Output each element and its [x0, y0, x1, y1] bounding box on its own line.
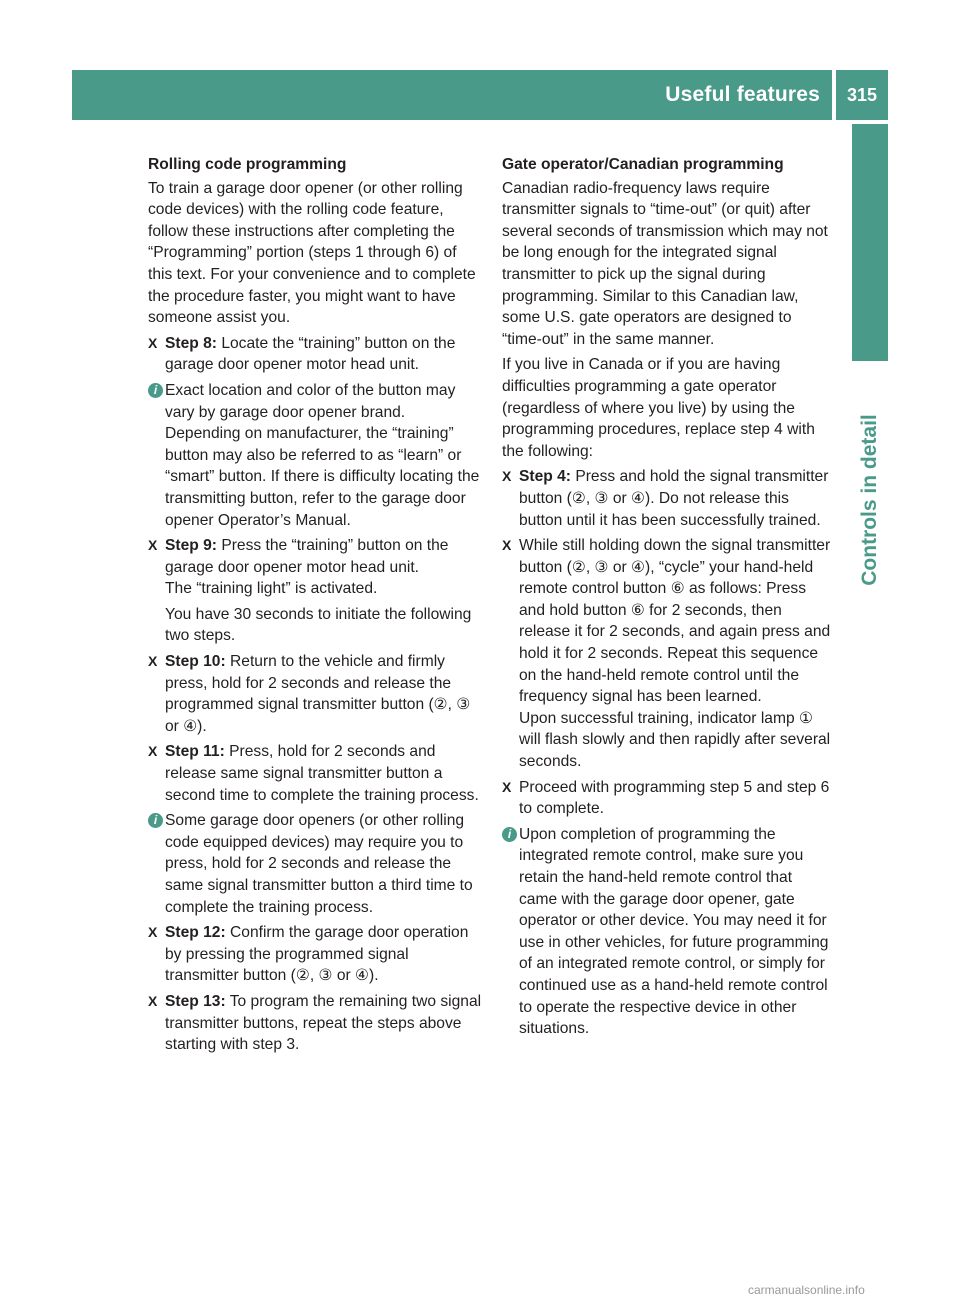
step-lead: Step 11: — [165, 743, 225, 761]
watermark-footer: carmanualsonline.info — [748, 1283, 865, 1297]
step-lead: Step 4: — [519, 468, 571, 486]
header-bar — [72, 70, 832, 120]
step-9 — [148, 535, 482, 647]
step-marker-icon: X — [148, 992, 158, 1009]
info-icon — [502, 827, 517, 842]
step-marker-icon: X — [502, 468, 512, 485]
step-marker-icon: X — [148, 924, 158, 941]
step-marker-icon: X — [148, 653, 158, 670]
chapter-label: Controls in detail — [858, 414, 881, 586]
right-column — [502, 154, 834, 1044]
step-marker-icon: X — [148, 334, 158, 351]
step-11 — [148, 741, 482, 806]
info-icon — [148, 813, 163, 828]
step-text: Proceed with programming step 5 and step 6 to complete. — [519, 778, 830, 818]
step-text-line: The “training light” is activated. — [165, 580, 378, 598]
step-lead: Step 12: — [165, 924, 226, 942]
side-tab — [852, 124, 888, 361]
step-text: Press and hold the signal transmitter button (②, ③ or ④). Do not release this button until it has been successfully trained. — [519, 468, 829, 529]
step-10 — [148, 651, 482, 737]
info-icon — [148, 383, 163, 398]
replace-step-paragraph: If you live in Canada or if you are having difficulties programming a gate operator (regardless of where you live) by using the programming procedures, replace step 4 with the following: — [502, 356, 815, 460]
step-13 — [148, 991, 482, 1056]
cycle-step — [502, 535, 834, 773]
step-8 — [148, 333, 482, 376]
canadian-laws-paragraph: Canadian radio-frequency laws require transmitter signals to “time-out” (or quit) after several seconds of transmission which may not be long enough for the integrated signal transmitter to pick up the signal during programming. Similar to this Canadian law, some U.S. gate operators are designed to “time-out” in the same manner. — [502, 179, 828, 348]
info-note-2 — [148, 810, 482, 918]
step-marker-icon: X — [148, 537, 158, 554]
step-text-line: Upon successful training, indicator lamp ① will flash slowly and then rapidly after several seconds. — [519, 709, 831, 771]
step-text: Press, hold for 2 seconds and release same signal transmitter button a second time to complete the training process. — [165, 743, 479, 804]
proceed-step — [502, 777, 834, 820]
step-text: Confirm the garage door operation by pressing the programmed signal transmitter button (②, ③ or ④). — [165, 924, 469, 985]
step-marker-icon: X — [502, 537, 512, 554]
step-text: Return to the vehicle and firmly press, hold for 2 seconds and release the programmed signal transmitter button (②, ③ or ④). — [165, 653, 471, 735]
section-title: Useful features — [665, 83, 820, 106]
step-text: To program the remaining two signal transmitter buttons, repeat the steps above starting with step 3. — [165, 992, 482, 1054]
step-4 — [502, 466, 834, 531]
step-lead: Step 10: — [165, 653, 226, 671]
left-column — [148, 154, 482, 1060]
step-text-line: You have 30 seconds to initiate the following two steps. — [165, 605, 472, 645]
step-lead: Step 13: — [165, 992, 226, 1010]
rolling-code-heading: Rolling code programming — [148, 156, 347, 173]
info-note-1 — [148, 380, 482, 531]
intro-paragraph: To train a garage door opener (or other rolling code devices) with the rolling code feature, follow these instructions after completing the “Programming” portion (steps 1 through 6) of this text. For your convenience and to complete the procedure faster, you might want to have someone assist you. — [148, 179, 476, 327]
step-12 — [148, 922, 482, 987]
step-lead: Step 9: — [165, 537, 217, 555]
info-text: Upon completion of programming the integrated remote control, make sure you retain the hand-held remote control that came with the garage door opener, gate operator or other device. You may need it for use in other vehicles, for future programming of an integrated remote control, or simply for continued use as a hand-held remote control to operate the respective device in other situations. — [519, 825, 829, 1038]
step-text: Press the “training” button on the garage door opener motor head unit. — [165, 537, 449, 576]
gate-operator-heading: Gate operator/Canadian programming — [502, 156, 784, 173]
step-text: While still holding down the signal transmitter button (②, ③ or ④), “cycle” your hand-held remote control button ⑥ as follows: Press and hold button ⑥ for 2 seconds, then release it for 2 seconds, and again press and hold it for 2 seconds. Repeat this sequence on the hand-held remote control until the frequency signal has been learned. — [519, 537, 831, 706]
page-number-box — [836, 70, 888, 120]
info-text: Exact location and color of the button may vary by garage door opener brand. Depending on manufacturer, the “training” button may also be referred to as “learn” or “smart” button. If there is difficulty locating the transmitting button, refer to the garage door opener Operator’s Manual. — [165, 381, 480, 529]
step-marker-icon: X — [148, 743, 158, 760]
step-text: Locate the “training” button on the garage door opener motor head unit. — [165, 334, 456, 374]
info-text: Some garage door openers (or other rolling code equipped devices) may require you to press, hold for 2 seconds and release the same signal transmitter button a third time to complete the training process. — [165, 812, 473, 916]
step-lead: Step 8: — [165, 334, 217, 352]
step-marker-icon: X — [502, 778, 512, 795]
info-note-3 — [502, 824, 834, 1040]
page-number: 315 — [846, 84, 878, 105]
